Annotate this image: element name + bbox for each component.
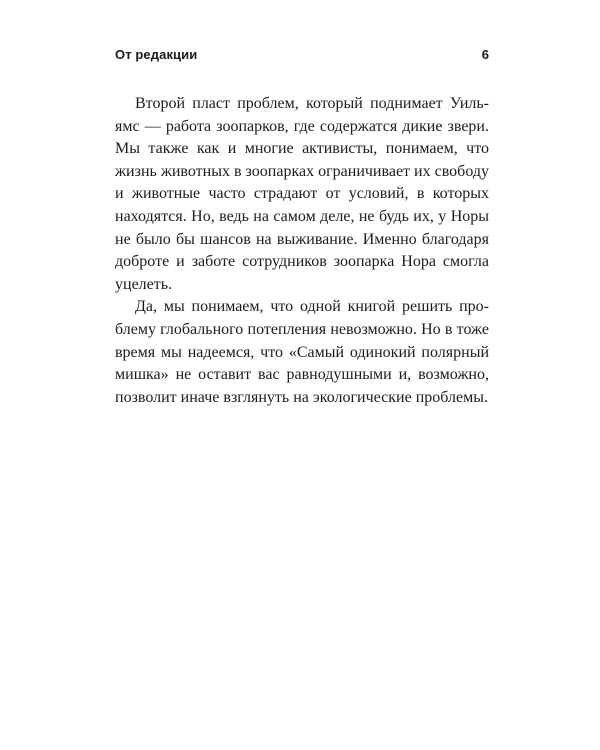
paragraph: Да, мы понимаем, что одной книгой решить проблему глобального потепления невозможно. Но в тоже время мы надеемся, что «Самый одинокий полярный мишка» не оставит вас равнодушными и, возможно, позволит иначе взглянуть на экологические проблемы. [115,298,489,406]
page-number: 6 [481,47,489,62]
running-title: От редакции [115,47,198,62]
page-header [115,47,489,67]
paragraph: Второй пласт проблем, который поднимает Уильямс — работа зоопарков, где содержатся дикие звери. Мы также как и многие активисты, понимаем, что жизнь животных в зоопарках ограничивает их свободу и животные часто страдают от условий, в которых находятся. Но, ведь на самом деле, не будь их, у Норы не было бы шансов на выживание. Именно благодаря доброте и заботе сотрудников зоопарка Нора смогла уцелеть. [115,95,489,293]
body-text [115,93,489,409]
